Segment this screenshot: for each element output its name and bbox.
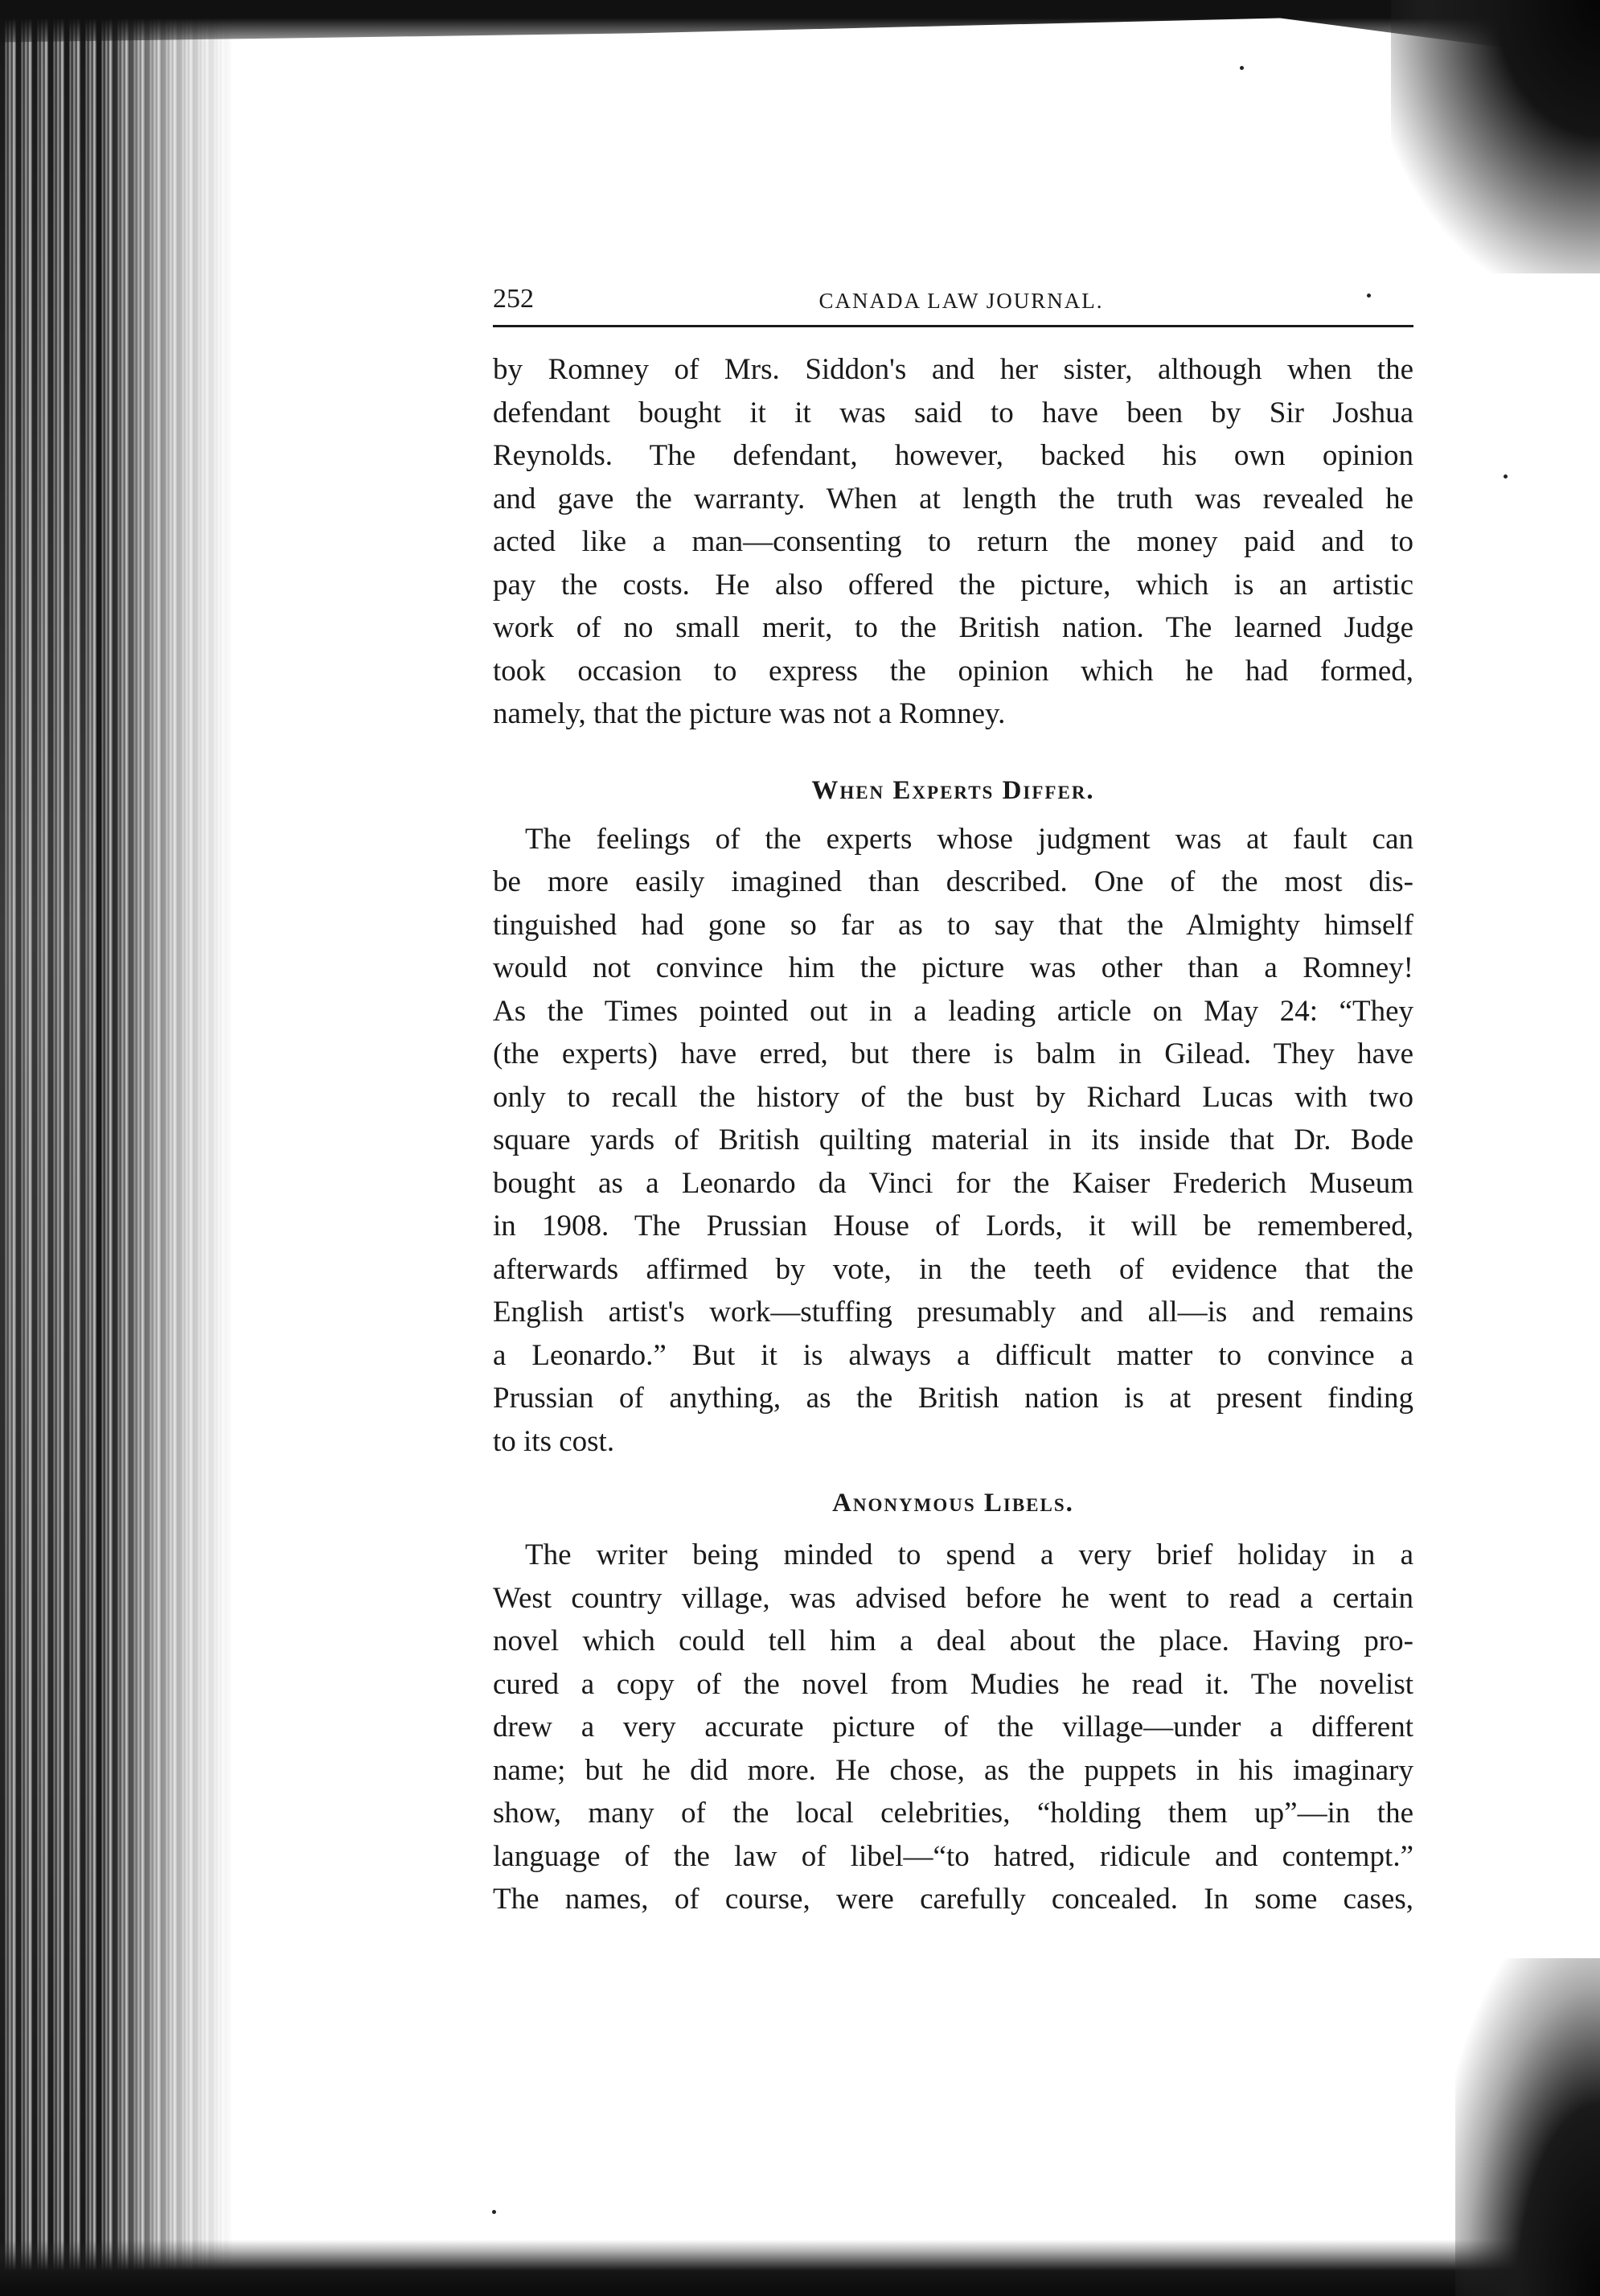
text-line: cured a copy of the novel from Mudies he read it. The novelist <box>493 1667 1413 1701</box>
text-line: and gave the warranty. When at length the truth was revealed he <box>493 482 1413 515</box>
scan-shadow-top-right <box>1391 0 1600 273</box>
text-line: be more easily imagined than described. One of the most dis- <box>493 865 1413 898</box>
text-line: novel which could tell him a deal about the place. Having pro- <box>493 1624 1413 1657</box>
text-line: The names, of course, were carefully concealed. In some cases, <box>493 1883 1413 1916</box>
text-line: acted like a man—consenting to return the money paid and to <box>493 525 1413 558</box>
text-line: defendant bought it it was said to have been by Sir Joshua <box>493 396 1413 429</box>
paragraph-continued <box>493 348 1413 736</box>
text-line: drew a very accurate picture of the village—under a different <box>493 1711 1413 1744</box>
scan-shadow-top <box>0 0 1600 60</box>
text-line: afterwards affirmed by vote, in the teeth of evidence that the <box>493 1252 1413 1286</box>
text-line: English artist's work—stuffing presumably and all—is and remains <box>493 1296 1413 1329</box>
scan-shadow-bottom-right <box>1455 1958 1600 2296</box>
text-line: show, many of the local celebrities, “holding them up”—in the <box>493 1797 1413 1830</box>
text-line: in 1908. The Prussian House of Lords, it will be remembered, <box>493 1210 1413 1242</box>
journal-title: CANADA LAW JOURNAL. <box>818 289 1104 313</box>
section-heading: When Experts Differ. <box>811 775 1095 805</box>
text-line: would not convince him the picture was other than a Romney! <box>493 951 1413 984</box>
text-line: took occasion to express the opinion which he had formed, <box>493 654 1413 688</box>
book-page <box>493 281 1413 1921</box>
section-paragraph <box>493 818 1413 1464</box>
page-number: 252 <box>493 284 534 314</box>
scan-speck <box>1240 66 1244 70</box>
text-line: The feelings of the experts whose judgment was at fault can <box>525 822 1413 856</box>
text-line: language of the law of libel—“to hatred, ridicule and contempt.” <box>493 1839 1413 1873</box>
text-line: Reynolds. The defendant, however, backed his own opinion <box>493 439 1413 472</box>
text-line: namely, that the picture was not a Romney. <box>493 697 1006 730</box>
text-line: The writer being minded to spend a very brief holiday in a <box>525 1538 1413 1571</box>
text-line: by Romney of Mrs. Siddon's and her sister, although when the <box>493 353 1413 386</box>
text-line: a Leonardo.” But it is always a difficult matter to convince a <box>493 1338 1413 1372</box>
scan-speck <box>492 2210 496 2214</box>
text-line: to its cost. <box>493 1424 615 1458</box>
text-line: West country village, was advised before he went to read a certain <box>493 1581 1413 1615</box>
running-head <box>493 281 1413 327</box>
scan-shadow-bottom <box>0 2240 1600 2296</box>
section-heading: Anonymous Libels. <box>832 1489 1074 1518</box>
text-line: only to recall the history of the bust by Richard Lucas with two <box>493 1080 1413 1114</box>
text-line: Prussian of anything, as the British nation is at present finding <box>493 1382 1413 1415</box>
text-line: bought as a Leonardo da Vinci for the Kaiser Frederich Museum <box>493 1166 1413 1200</box>
text-line: As the Times pointed out in a leading article on May 24: “They <box>493 994 1413 1028</box>
text-line: pay the costs. He also offered the picture, which is an artistic <box>493 568 1413 602</box>
scan-speck <box>1504 474 1508 479</box>
text-line: square yards of British quilting material in its inside that Dr. Bode <box>493 1123 1413 1156</box>
text-line: name; but he did more. He chose, as the puppets in his imaginary <box>493 1753 1413 1787</box>
section-paragraph <box>493 1534 1413 1921</box>
scan-shadow-left-fade <box>0 0 96 2296</box>
text-line: (the experts) have erred, but there is balm in Gilead. They have <box>493 1037 1413 1070</box>
text-line: tinguished had gone so far as to say that the Almighty himself <box>493 908 1413 942</box>
text-line: work of no small merit, to the British nation. The learned Judge <box>493 611 1413 644</box>
